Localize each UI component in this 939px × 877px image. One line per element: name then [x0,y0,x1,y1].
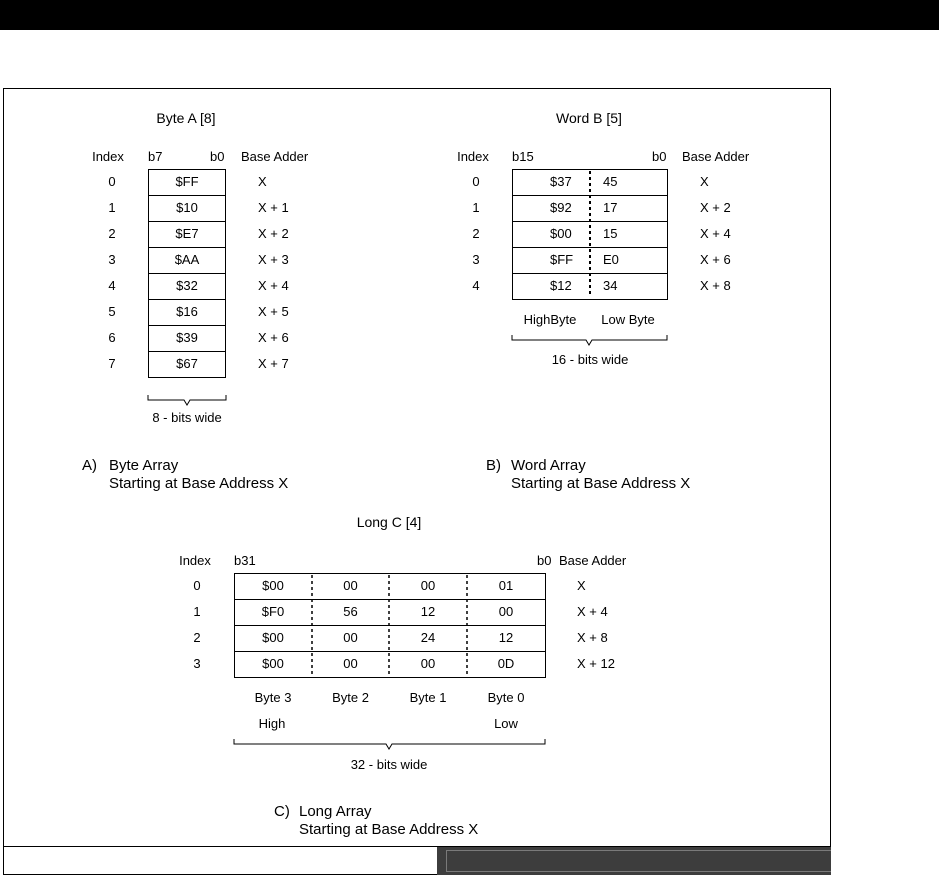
byte-index-header: Index [92,149,124,164]
byte-row-index: 0 [108,174,116,189]
byte-row-value-cell: $10 [148,195,226,222]
long-row-byte: 00 [498,604,514,619]
long-row-index: 2 [193,630,201,645]
word-base-header: Base Adder [682,149,750,164]
word-row-address: X + 8 [700,278,731,293]
byte-row-index: 4 [108,278,116,293]
byte-row-address: X + 5 [258,304,289,319]
byte-row-index: 7 [108,356,116,371]
byte-caption-line2: Starting at Base Address X [109,475,289,492]
long-row-byte: $00 [262,630,284,645]
word-caption-line1: Word Array [511,457,586,474]
long-row-byte: 00 [343,630,358,645]
byte-array-title: Byte A [8] [156,110,216,126]
byte-row-address: X + 4 [258,278,289,293]
long-row-byte: 56 [343,604,358,619]
word-row-index: 2 [472,226,480,241]
long-byte-label: Byte 1 [409,690,447,705]
word-row-high-byte: $00 [550,226,572,241]
word-high-bit-label: b15 [512,149,534,164]
byte-row-index: 1 [108,200,116,215]
word-row-address: X [700,174,709,189]
long-high-bit-label: b31 [234,553,256,568]
long-row-address: X + 12 [577,656,615,671]
byte-row-address: X + 1 [258,200,289,215]
long-row-byte: 0D [497,656,515,671]
long-row-address: X [577,578,586,593]
word-caption-letter: B) [486,457,501,474]
byte-row-address: X + 2 [258,226,289,241]
word-row-high-byte: $12 [550,278,572,293]
word-high-byte-label: HighByte [523,312,577,327]
long-row-byte: 00 [420,656,436,671]
word-row-low-byte: 34 [603,278,618,293]
long-byte-label: Byte 0 [487,690,525,705]
byte-row-address: X [258,174,267,189]
long-byte-label: Byte 2 [332,690,369,705]
word-row-address: X + 4 [700,226,731,241]
word-low-byte-label: Low Byte [601,312,655,327]
long-row-byte: $00 [262,656,284,671]
byte-row-index: 2 [108,226,116,241]
long-row-index: 0 [193,578,201,593]
byte-row-value-cell: $AA [148,247,226,274]
byte-row-value-cell: $16 [148,299,226,326]
word-row-high-byte: $92 [550,200,572,215]
long-row-byte: 00 [420,578,436,593]
word-row-low-byte: E0 [603,252,619,267]
long-array-title: Long C [4] [356,514,422,530]
byte-row-value-cell: $FF [148,169,226,196]
word-row-low-byte: 17 [603,200,618,215]
long-base-header: Base Adder [559,553,627,568]
long-high-label: High [258,716,286,731]
byte-row-value-cell: $32 [148,273,226,300]
byte-row-index: 6 [108,330,116,345]
long-row-byte: $00 [262,578,284,593]
word-row-low-byte: 15 [603,226,618,241]
word-index-header: Index [457,149,489,164]
byte-caption-letter: A) [82,457,97,474]
word-row-index: 4 [472,278,480,293]
byte-row-address: X + 3 [258,252,289,267]
long-row-byte: 24 [420,630,436,645]
byte-row-address: X + 7 [258,356,289,371]
long-row-byte: 01 [498,578,514,593]
word-row-index: 0 [472,174,480,189]
long-low-bit-label: b0 [537,553,552,568]
long-index-header: Index [179,553,211,568]
long-row-index: 1 [193,604,201,619]
byte-base-header: Base Adder [241,149,309,164]
word-caption-line2: Starting at Base Address X [511,475,691,492]
long-row-byte: 12 [498,630,514,645]
byte-low-bit-label: b0 [210,149,225,164]
long-caption-line1: Long Array [299,803,372,820]
byte-row-address: X + 6 [258,330,289,345]
word-row-low-byte: 45 [603,174,618,189]
long-row-byte: 00 [343,656,358,671]
long-width-label: 32 - bits wide [350,757,428,772]
byte-row-value-cell: $E7 [148,221,226,248]
byte-row-value-cell: $67 [148,351,226,378]
long-caption-line2: Starting at Base Address X [299,821,479,838]
word-row-index: 3 [472,252,480,267]
long-byte-label: Byte 3 [254,690,292,705]
word-row-index: 1 [472,200,480,215]
byte-row-value-cell: $39 [148,325,226,352]
word-array-title: Word B [5] [556,110,622,126]
long-caption-letter: C) [274,803,290,820]
word-row-address: X + 2 [700,200,731,215]
long-row-address: X + 4 [577,604,608,619]
word-row-high-byte: $37 [550,174,572,189]
long-row-address: X + 8 [577,630,608,645]
byte-caption-line1: Byte Array [109,457,179,474]
word-low-bit-label: b0 [652,149,667,164]
long-row-byte: 00 [343,578,358,593]
long-low-label: Low [494,716,518,731]
byte-width-label: 8 - bits wide [152,410,222,425]
long-row-byte: 12 [420,604,436,619]
long-row-index: 3 [193,656,201,671]
byte-row-index: 5 [108,304,116,319]
word-width-label: 16 - bits wide [551,352,629,367]
byte-row-index: 3 [108,252,116,267]
word-row-address: X + 6 [700,252,731,267]
long-row-byte: $F0 [261,604,285,619]
word-row-high-byte: $FF [550,252,574,267]
byte-high-bit-label: b7 [148,149,163,164]
